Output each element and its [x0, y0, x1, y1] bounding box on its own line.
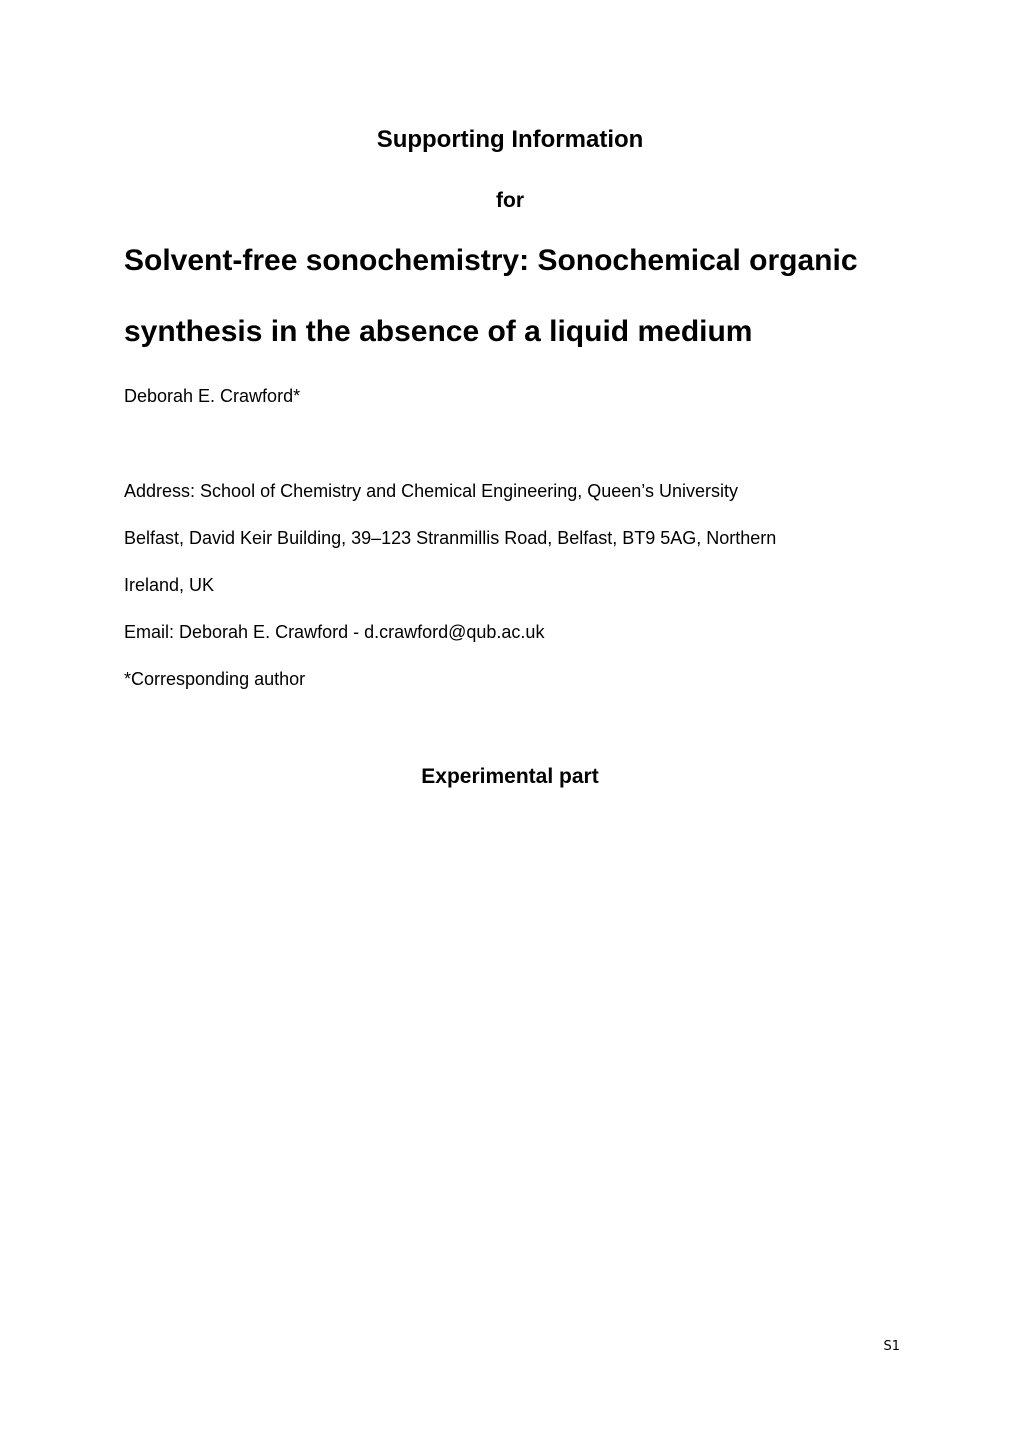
- address-line-3: Ireland, UK: [124, 575, 215, 595]
- corresponding-author-note: *Corresponding author: [124, 669, 306, 689]
- for-label: for: [496, 189, 524, 212]
- author-name: Deborah E. Crawford*: [124, 386, 301, 406]
- paper-title-line-1: Solvent-free sonochemistry: Sonochemical organic: [124, 244, 858, 277]
- address-line-2: Belfast, David Keir Building, 39–123 Stranmillis Road, Belfast, BT9 5AG, Northern: [124, 528, 777, 548]
- paper-title-line-2: synthesis in the absence of a liquid medium: [124, 315, 753, 348]
- email-line: Email: Deborah E. Crawford - d.crawford@qub.ac.uk: [124, 622, 545, 642]
- page-number: S1: [883, 1339, 900, 1354]
- supporting-information-heading: Supporting Information: [376, 126, 644, 153]
- address-line-1: Address: School of Chemistry and Chemical Engineering, Queen’s University: [124, 481, 738, 501]
- experimental-part-heading: Experimental part: [421, 765, 599, 788]
